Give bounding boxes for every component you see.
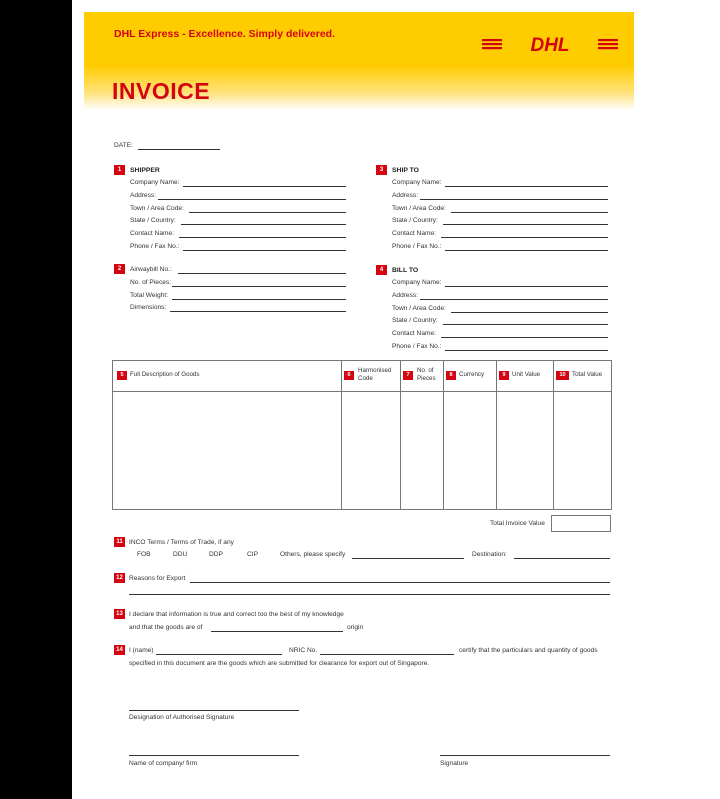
billto-country-label: State / Country: (392, 317, 438, 324)
origin-field[interactable] (211, 631, 343, 632)
invoice-form (84, 12, 634, 799)
shipto-phone-label: Phone / Fax No.: (392, 243, 442, 250)
section-number-badge: 14 (114, 645, 125, 655)
reasons-label: Reasons for Export (129, 575, 186, 582)
shipto-address-field[interactable] (420, 199, 608, 200)
shipto-contact-field[interactable] (441, 237, 608, 238)
nric-field[interactable] (320, 654, 454, 655)
inco-option-ddp[interactable]: DDP (209, 551, 223, 558)
billto-town-field[interactable] (451, 312, 608, 313)
destination-label: Destination: (472, 551, 507, 558)
billto-phone-label: Phone / Fax No.: (392, 343, 442, 350)
section-number-badge: 6 (344, 371, 354, 380)
airwaybill-field[interactable] (178, 273, 346, 274)
column-divider (496, 361, 497, 509)
billto-address-field[interactable] (420, 299, 608, 300)
others-specify-label: Others, please specify (280, 551, 346, 558)
declaration-text: I declare that information is true and correct too the best of my knowledge (129, 611, 344, 618)
shipper-town-label: Town / Area Code: (130, 205, 184, 212)
pieces-label: No. of Pieces: (130, 279, 172, 286)
column-header-label: Full Description of Goods (130, 371, 200, 378)
signature-label: Signature (440, 760, 469, 767)
column-header-label: Harmonised Code (358, 367, 392, 382)
billto-contact-field[interactable] (441, 337, 608, 338)
column-header-currency (446, 371, 484, 380)
bill-to-heading: BILL TO (392, 267, 419, 274)
shipper-contact-label: Contact Name: (130, 230, 174, 237)
inco-terms-label: INCO Terms / Terms of Trade, if any (129, 539, 234, 546)
shipto-town-field[interactable] (451, 212, 608, 213)
shipto-company-field[interactable] (445, 186, 608, 187)
billto-contact-label: Contact Name: (392, 330, 436, 337)
column-divider (553, 361, 554, 509)
billto-country-field[interactable] (443, 324, 608, 325)
shipto-company-label: Company Name: (392, 179, 442, 186)
destination-field[interactable] (514, 558, 610, 559)
shipto-contact-label: Contact Name: (392, 230, 436, 237)
billto-company-label: Company Name: (392, 279, 442, 286)
section-number-badge: 8 (446, 371, 456, 380)
shipper-phone-field[interactable] (183, 250, 346, 251)
inco-option-cip[interactable]: CIP (247, 551, 258, 558)
column-header-label: Total Value (572, 371, 603, 378)
certify-text-line2: specified in this document are the goods which are submitted for clearance for export out of Singapore. (129, 660, 430, 667)
section-number-badge: 5 (117, 371, 127, 380)
designation-label: Designation of Authorised Signature (129, 714, 235, 721)
billto-town-label: Town / Area Code: (392, 305, 446, 312)
company-name-field[interactable] (129, 755, 299, 756)
tagline: DHL Express - Excellence. Simply delivered. (114, 28, 335, 40)
section-number-badge: 7 (403, 371, 413, 380)
column-header-pieces (403, 367, 443, 382)
column-header-label: Unit Value (512, 371, 541, 378)
column-header-description (117, 371, 199, 380)
column-divider (443, 361, 444, 509)
date-field[interactable] (138, 149, 220, 150)
section-number-badge: 4 (376, 265, 387, 275)
dimensions-label: Dimensions: (130, 304, 167, 311)
total-invoice-value-label: Total Invoice Value (490, 520, 545, 527)
column-header-label: Currency (459, 371, 485, 378)
certify-text: certify that the particulars and quantity of goods (459, 647, 598, 654)
section-number-badge: 13 (114, 609, 125, 619)
section-number-badge: 12 (114, 573, 125, 583)
column-divider (400, 361, 401, 509)
dimensions-field[interactable] (170, 311, 346, 312)
shipper-address-label: Address: (130, 192, 157, 199)
column-header-hs-code (344, 367, 400, 382)
shipto-address-label: Address: (392, 192, 419, 199)
column-divider (341, 361, 342, 509)
svg-text:DHL: DHL (530, 35, 570, 54)
column-header-label: No. of Pieces (417, 367, 436, 382)
name-label: I (name) (129, 647, 154, 654)
section-number-badge: 1 (114, 165, 125, 175)
shipto-country-label: State / Country: (392, 217, 438, 224)
declaration-origin-suffix: origin (347, 624, 364, 631)
billto-company-field[interactable] (445, 286, 608, 287)
name-field[interactable] (156, 654, 282, 655)
pieces-field[interactable] (172, 286, 346, 287)
weight-field[interactable] (172, 299, 346, 300)
inco-option-ddu[interactable]: DDU (173, 551, 188, 558)
left-black-border (0, 0, 72, 799)
ship-to-heading: SHIP TO (392, 167, 419, 174)
shipper-phone-label: Phone / Fax No.: (130, 243, 180, 250)
header-banner (84, 12, 634, 110)
section-number-badge: 10 (556, 371, 569, 380)
company-name-label: Name of company/ firm (129, 760, 198, 767)
shipper-town-field[interactable] (189, 212, 346, 213)
section-number-badge: 2 (114, 264, 125, 274)
others-specify-field[interactable] (352, 558, 464, 559)
billto-address-label: Address: (392, 292, 419, 299)
table-header-divider (113, 391, 611, 392)
shipper-heading: SHIPPER (130, 167, 160, 174)
date-label: DATE: (114, 142, 133, 149)
shipper-company-field[interactable] (183, 186, 346, 187)
shipto-town-label: Town / Area Code: (392, 205, 446, 212)
column-header-total-value (556, 371, 602, 380)
shipper-country-label: State / Country: (130, 217, 176, 224)
shipto-phone-field[interactable] (445, 250, 608, 251)
shipper-contact-field[interactable] (179, 237, 346, 238)
inco-option-fob[interactable]: FOB (137, 551, 151, 558)
weight-label: Total Weight: (130, 292, 168, 299)
shipper-address-field[interactable] (158, 199, 346, 200)
dhl-logo (482, 34, 618, 54)
nric-label: NRIC No. (289, 647, 318, 654)
billto-phone-field[interactable] (445, 350, 608, 351)
declaration-origin-prefix: and that the goods are of (129, 624, 203, 631)
reasons-field-line2[interactable] (129, 594, 610, 595)
section-number-badge: 11 (114, 537, 125, 547)
shipper-company-label: Company Name: (130, 179, 180, 186)
reasons-field[interactable] (190, 582, 610, 583)
section-number-badge: 3 (376, 165, 387, 175)
signature-field[interactable] (440, 755, 610, 756)
total-invoice-value-field[interactable] (551, 515, 611, 532)
shipper-country-field[interactable] (181, 224, 346, 225)
shipto-country-field[interactable] (443, 224, 608, 225)
goods-table (112, 360, 612, 510)
section-number-badge: 9 (499, 371, 509, 380)
designation-field[interactable] (129, 710, 299, 711)
page-title: INVOICE (112, 78, 211, 104)
airwaybill-label: Airwaybill No.: (130, 266, 172, 273)
column-header-unit-value (499, 371, 540, 380)
